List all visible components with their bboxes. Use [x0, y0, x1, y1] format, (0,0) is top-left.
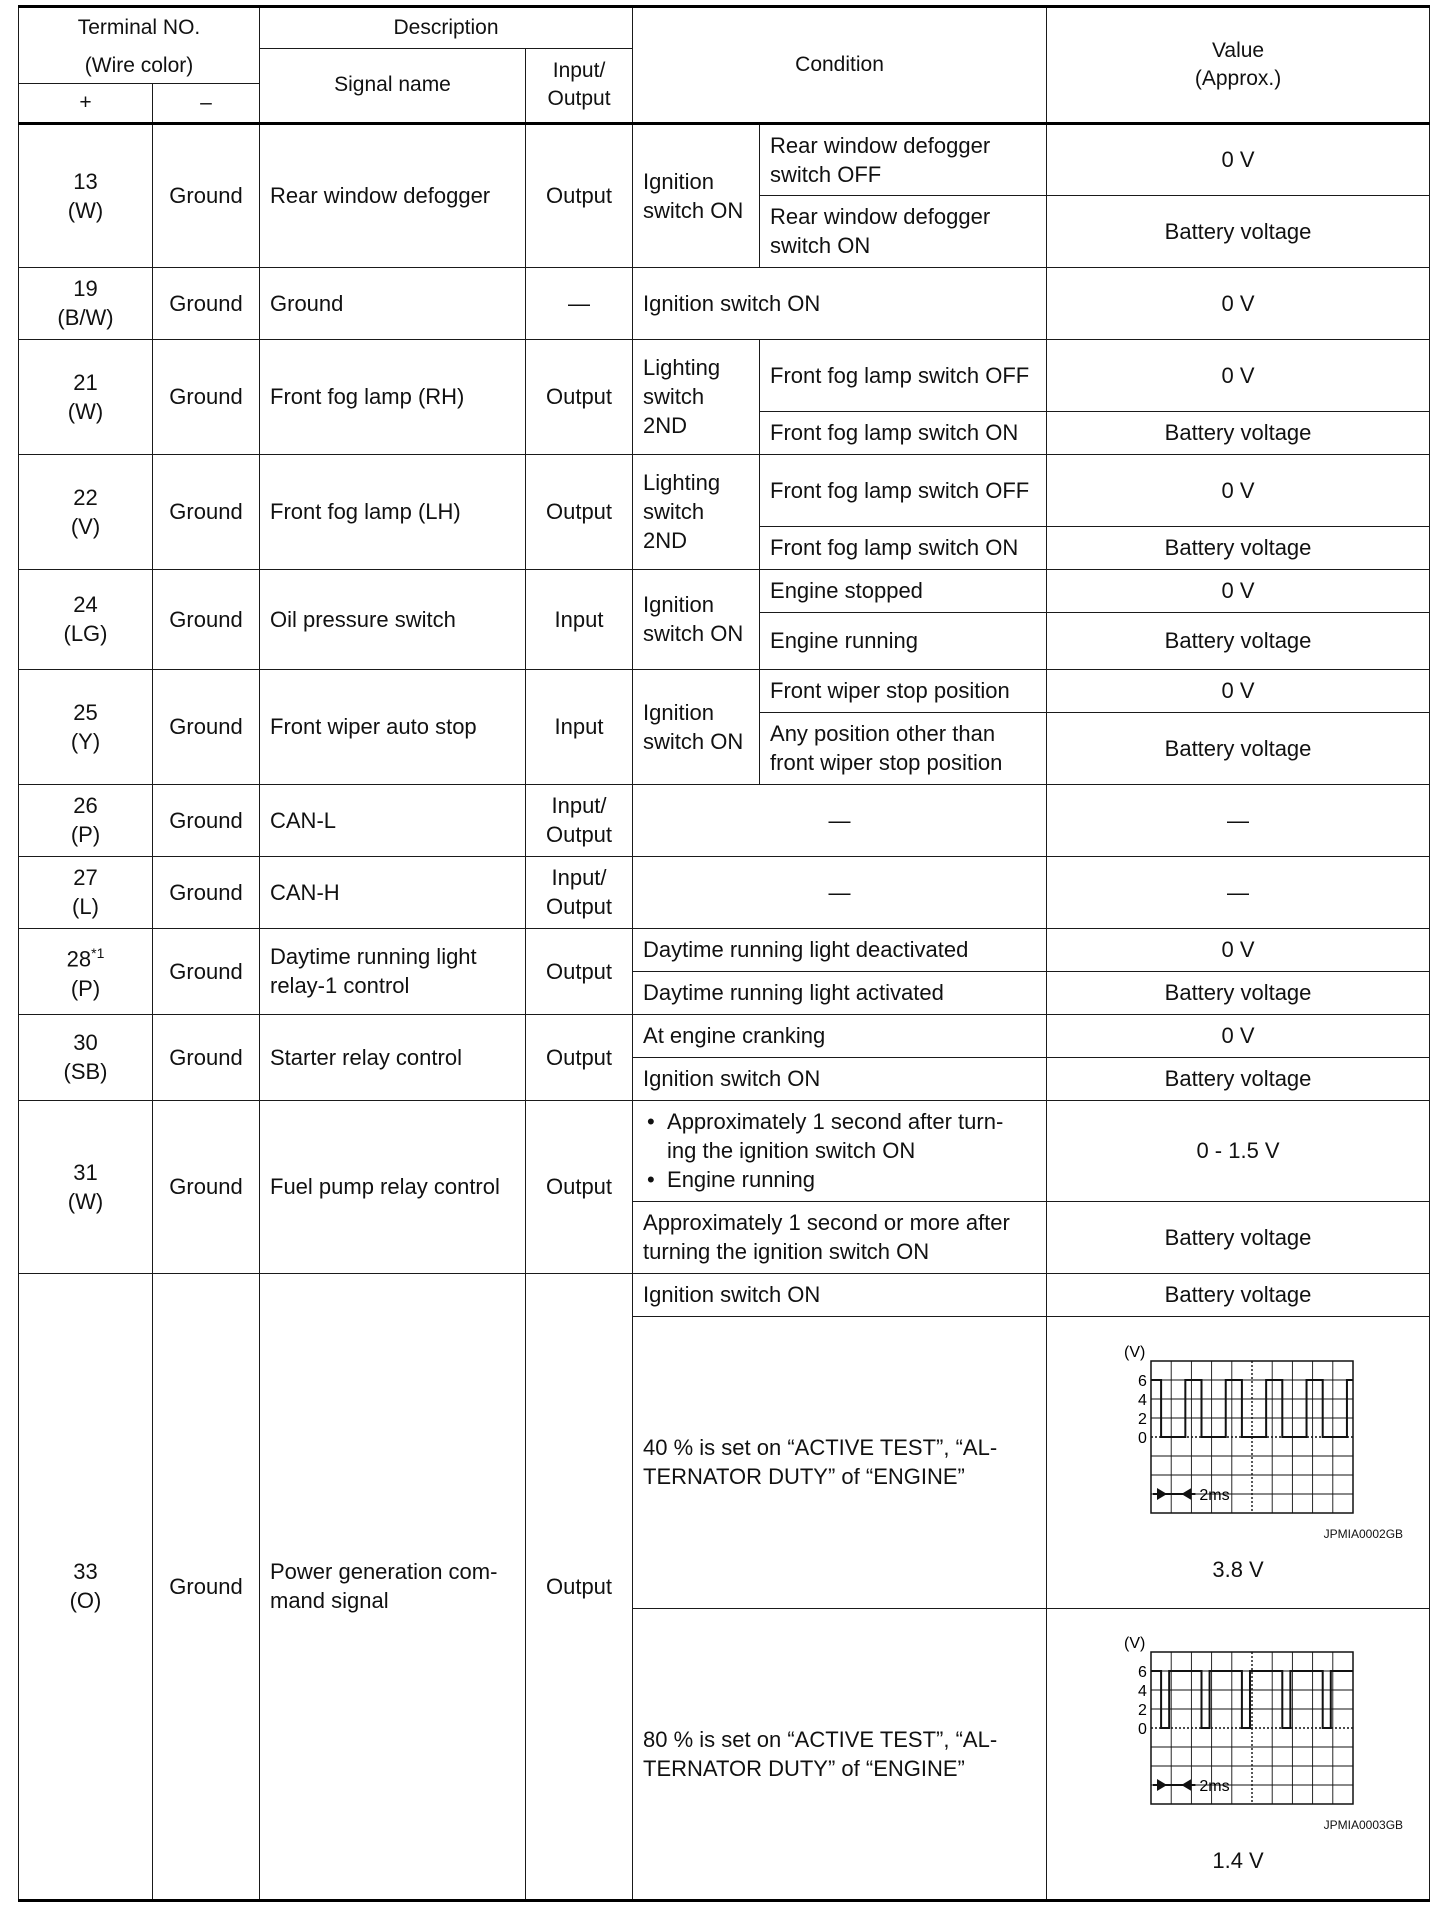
- condition-cell: Front fog lamp switch ON: [760, 526, 1047, 569]
- value-cell: —: [1047, 784, 1430, 856]
- terminal-cell: [19, 267, 153, 339]
- value-cell: 0 V: [1047, 928, 1430, 971]
- terminal-table-sheet: [18, 5, 1429, 1909]
- wire-color: (P): [70, 822, 101, 847]
- signal-name: CAN-L: [260, 784, 526, 856]
- tick-label: 6: [1138, 1372, 1147, 1390]
- waveform-trace: [1151, 1380, 1353, 1437]
- condition-cell: —: [633, 856, 1047, 928]
- minus-cell: Ground: [153, 454, 260, 569]
- header-value: [1047, 7, 1430, 124]
- signal-name: Starter relay control: [260, 1014, 526, 1100]
- waveform-trace: [1151, 1671, 1353, 1728]
- minus-cell: Ground: [153, 569, 260, 669]
- io-cell: Input/ Output: [526, 856, 633, 928]
- waveform-figure: [1047, 1632, 1429, 1875]
- condition-cell: Front wiper stop position: [760, 669, 1047, 712]
- waveform-chart: [1118, 1632, 1358, 1807]
- wire-color: (L): [72, 894, 99, 919]
- wire-color: (Y): [70, 728, 101, 754]
- terminal-cell: [19, 339, 153, 454]
- wire-color: (P): [70, 975, 101, 1001]
- terminal-cell: [19, 856, 153, 928]
- waveform-cell: [1047, 1316, 1430, 1608]
- condition-cell: Ignition switch ON: [633, 267, 1047, 339]
- condition-group: Lighting switch 2ND: [633, 339, 760, 454]
- value-cell: Battery voltage: [1047, 411, 1430, 454]
- time-arrow-left: [1157, 1488, 1167, 1500]
- value-cell: 3.8 V: [1212, 1556, 1264, 1582]
- wire-color: (W): [67, 197, 104, 223]
- header-input-output: Input/ Output: [526, 49, 633, 124]
- waveform-chart: [1118, 1341, 1358, 1516]
- tick-label: 4: [1138, 1391, 1147, 1409]
- terminal-cell: [19, 784, 153, 856]
- value-cell: 0 V: [1047, 267, 1430, 339]
- figure-code: JPMIA0002GB: [1323, 1526, 1404, 1541]
- condition-group: Ignition switch ON: [633, 669, 760, 784]
- tick-label: 2: [1138, 1702, 1147, 1719]
- terminal-cell: [19, 123, 153, 267]
- condition-cell: 80 % is set on “ACTIVE TEST”, “AL- TERNATOR DUTY” of “ENGINE”: [633, 1608, 1047, 1900]
- signal-name: Power generation com- mand signal: [260, 1273, 526, 1900]
- condition-cell: At engine cranking: [633, 1014, 1047, 1057]
- value-cell: 0 - 1.5 V: [1047, 1100, 1430, 1201]
- header-description: Description: [260, 7, 633, 49]
- wire-color: (V): [70, 513, 101, 539]
- terminal-number: 26: [73, 793, 98, 818]
- condition-cell: Ignition switch ON: [633, 1273, 1047, 1316]
- footnote-marker: *1: [91, 945, 105, 962]
- terminal-number: 13: [73, 168, 98, 194]
- io-cell: Output: [526, 339, 633, 454]
- value-cell: 0 V: [1047, 123, 1430, 195]
- minus-cell: Ground: [153, 784, 260, 856]
- condition-cell: Front fog lamp switch OFF: [760, 454, 1047, 526]
- minus-cell: Ground: [153, 928, 260, 1014]
- terminal-number: 25: [73, 699, 98, 725]
- minus-cell: Ground: [153, 1014, 260, 1100]
- io-cell: Output: [526, 928, 633, 1014]
- terminal-cell: [19, 454, 153, 569]
- condition-cell: Any position other than front wiper stop position: [760, 712, 1047, 784]
- condition-cell: 40 % is set on “ACTIVE TEST”, “AL- TERNATOR DUTY” of “ENGINE”: [633, 1316, 1047, 1608]
- value-cell: Battery voltage: [1047, 971, 1430, 1014]
- header-condition: Condition: [633, 7, 1047, 124]
- condition-bullet: • Approximately 1 second after turn- ing the ignition switch ON: [643, 1107, 1036, 1165]
- terminal-number: 27: [73, 865, 98, 890]
- signal-name: Rear window defogger: [260, 123, 526, 267]
- tick-label: 0: [1138, 1721, 1147, 1738]
- minus-cell: Ground: [153, 856, 260, 928]
- io-cell: Output: [526, 1100, 633, 1273]
- value-cell: Battery voltage: [1047, 1273, 1430, 1316]
- value-cell: 0 V: [1047, 454, 1430, 526]
- terminal-cell: [19, 569, 153, 669]
- figure-code: JPMIA0003GB: [1323, 1818, 1404, 1832]
- condition-cell: —: [633, 784, 1047, 856]
- header-value-text: Value: [1211, 38, 1265, 62]
- axis-unit: (V): [1124, 1343, 1146, 1361]
- io-cell: Output: [526, 123, 633, 267]
- terminal-cell: [19, 1100, 153, 1273]
- terminal-number: 30: [73, 1030, 98, 1055]
- waveform-figure: [1047, 1341, 1429, 1584]
- condition-cell: [633, 1100, 1047, 1201]
- condition-cell: Engine stopped: [760, 569, 1047, 612]
- terminal-cell: [19, 928, 153, 1014]
- header-terminal-no-text: Terminal NO.: [77, 16, 201, 40]
- minus-cell: Ground: [153, 267, 260, 339]
- signal-name: Front fog lamp (RH): [260, 339, 526, 454]
- terminal-number: 28: [66, 946, 92, 972]
- value-cell: Battery voltage: [1047, 526, 1430, 569]
- waveform-cell: [1047, 1608, 1430, 1900]
- axis-unit: (V): [1124, 1635, 1146, 1652]
- minus-cell: Ground: [153, 123, 260, 267]
- terminal-table: [18, 5, 1430, 1902]
- io-cell: Input/ Output: [526, 784, 633, 856]
- signal-name: Front wiper auto stop: [260, 669, 526, 784]
- condition-cell: Ignition switch ON: [633, 1057, 1047, 1100]
- time-scale-label: 2ms: [1199, 1486, 1230, 1504]
- terminal-number: 24: [73, 592, 98, 617]
- value-cell: Battery voltage: [1047, 612, 1430, 669]
- value-cell: Battery voltage: [1047, 1057, 1430, 1100]
- header-approx-text: (Approx.): [1194, 66, 1282, 90]
- header-minus: –: [153, 83, 260, 123]
- header-terminal-no: [19, 7, 260, 49]
- value-cell: Battery voltage: [1047, 712, 1430, 784]
- value-cell: Battery voltage: [1047, 1201, 1430, 1273]
- minus-cell: Ground: [153, 1100, 260, 1273]
- terminal-number: 21: [73, 369, 98, 395]
- terminal-number: 19: [73, 276, 98, 301]
- io-cell: Output: [526, 454, 633, 569]
- value-cell: —: [1047, 856, 1430, 928]
- condition-cell: Daytime running light activated: [633, 971, 1047, 1014]
- io-cell: Input: [526, 669, 633, 784]
- value-cell: 0 V: [1047, 669, 1430, 712]
- wire-color: (SB): [63, 1059, 108, 1084]
- condition-cell: Rear window defogger switch ON: [760, 195, 1047, 267]
- condition-cell: Rear window defogger switch OFF: [760, 123, 1047, 195]
- header-plus: +: [19, 83, 153, 123]
- terminal-number: 22: [73, 484, 98, 510]
- time-scale-label: 2ms: [1199, 1778, 1230, 1795]
- condition-cell: Approximately 1 second or more after turning the ignition switch ON: [633, 1201, 1047, 1273]
- header-signal-name: Signal name: [260, 49, 526, 124]
- value-cell: Battery voltage: [1047, 195, 1430, 267]
- wire-color: (LG): [63, 621, 108, 646]
- tick-label: 2: [1138, 1410, 1147, 1428]
- terminal-cell: [19, 1014, 153, 1100]
- value-cell: 0 V: [1047, 339, 1430, 411]
- time-arrow-right: [1181, 1779, 1191, 1791]
- value-cell: 1.4 V: [1212, 1848, 1264, 1873]
- terminal-number: 31: [73, 1159, 98, 1185]
- wire-color: (W): [67, 1188, 104, 1214]
- terminal-number: 33: [73, 1559, 98, 1584]
- wire-color: (W): [67, 398, 104, 424]
- signal-name: Daytime running light relay-1 control: [260, 928, 526, 1014]
- signal-name: Oil pressure switch: [260, 569, 526, 669]
- condition-cell: Front fog lamp switch ON: [760, 411, 1047, 454]
- value-cell: 0 V: [1047, 569, 1430, 612]
- wire-color: (B/W): [57, 305, 114, 330]
- condition-group: Lighting switch 2ND: [633, 454, 760, 569]
- tick-label: 6: [1138, 1664, 1147, 1681]
- io-cell: Output: [526, 1273, 633, 1900]
- io-cell: —: [526, 267, 633, 339]
- minus-cell: Ground: [153, 669, 260, 784]
- signal-name: CAN-H: [260, 856, 526, 928]
- condition-bullets: [643, 1107, 1036, 1194]
- header-wire-color: (Wire color): [19, 49, 260, 84]
- signal-name: Fuel pump relay control: [260, 1100, 526, 1273]
- wire-color: (O): [69, 1588, 102, 1613]
- tick-label: 0: [1138, 1429, 1147, 1447]
- condition-cell: Daytime running light deactivated: [633, 928, 1047, 971]
- condition-group: Ignition switch ON: [633, 123, 760, 267]
- terminal-cell: [19, 669, 153, 784]
- time-arrow-left: [1157, 1779, 1167, 1791]
- condition-bullet: • Engine running: [643, 1165, 1036, 1194]
- time-arrow-right: [1181, 1488, 1191, 1500]
- condition-cell: Engine running: [760, 612, 1047, 669]
- minus-cell: Ground: [153, 1273, 260, 1900]
- condition-cell: Front fog lamp switch OFF: [760, 339, 1047, 411]
- signal-name: Front fog lamp (LH): [260, 454, 526, 569]
- condition-group: Ignition switch ON: [633, 569, 760, 669]
- tick-label: 4: [1138, 1683, 1147, 1700]
- minus-cell: Ground: [153, 339, 260, 454]
- io-cell: Input: [526, 569, 633, 669]
- io-cell: Output: [526, 1014, 633, 1100]
- terminal-cell: [19, 1273, 153, 1900]
- value-cell: 0 V: [1047, 1014, 1430, 1057]
- signal-name: Ground: [260, 267, 526, 339]
